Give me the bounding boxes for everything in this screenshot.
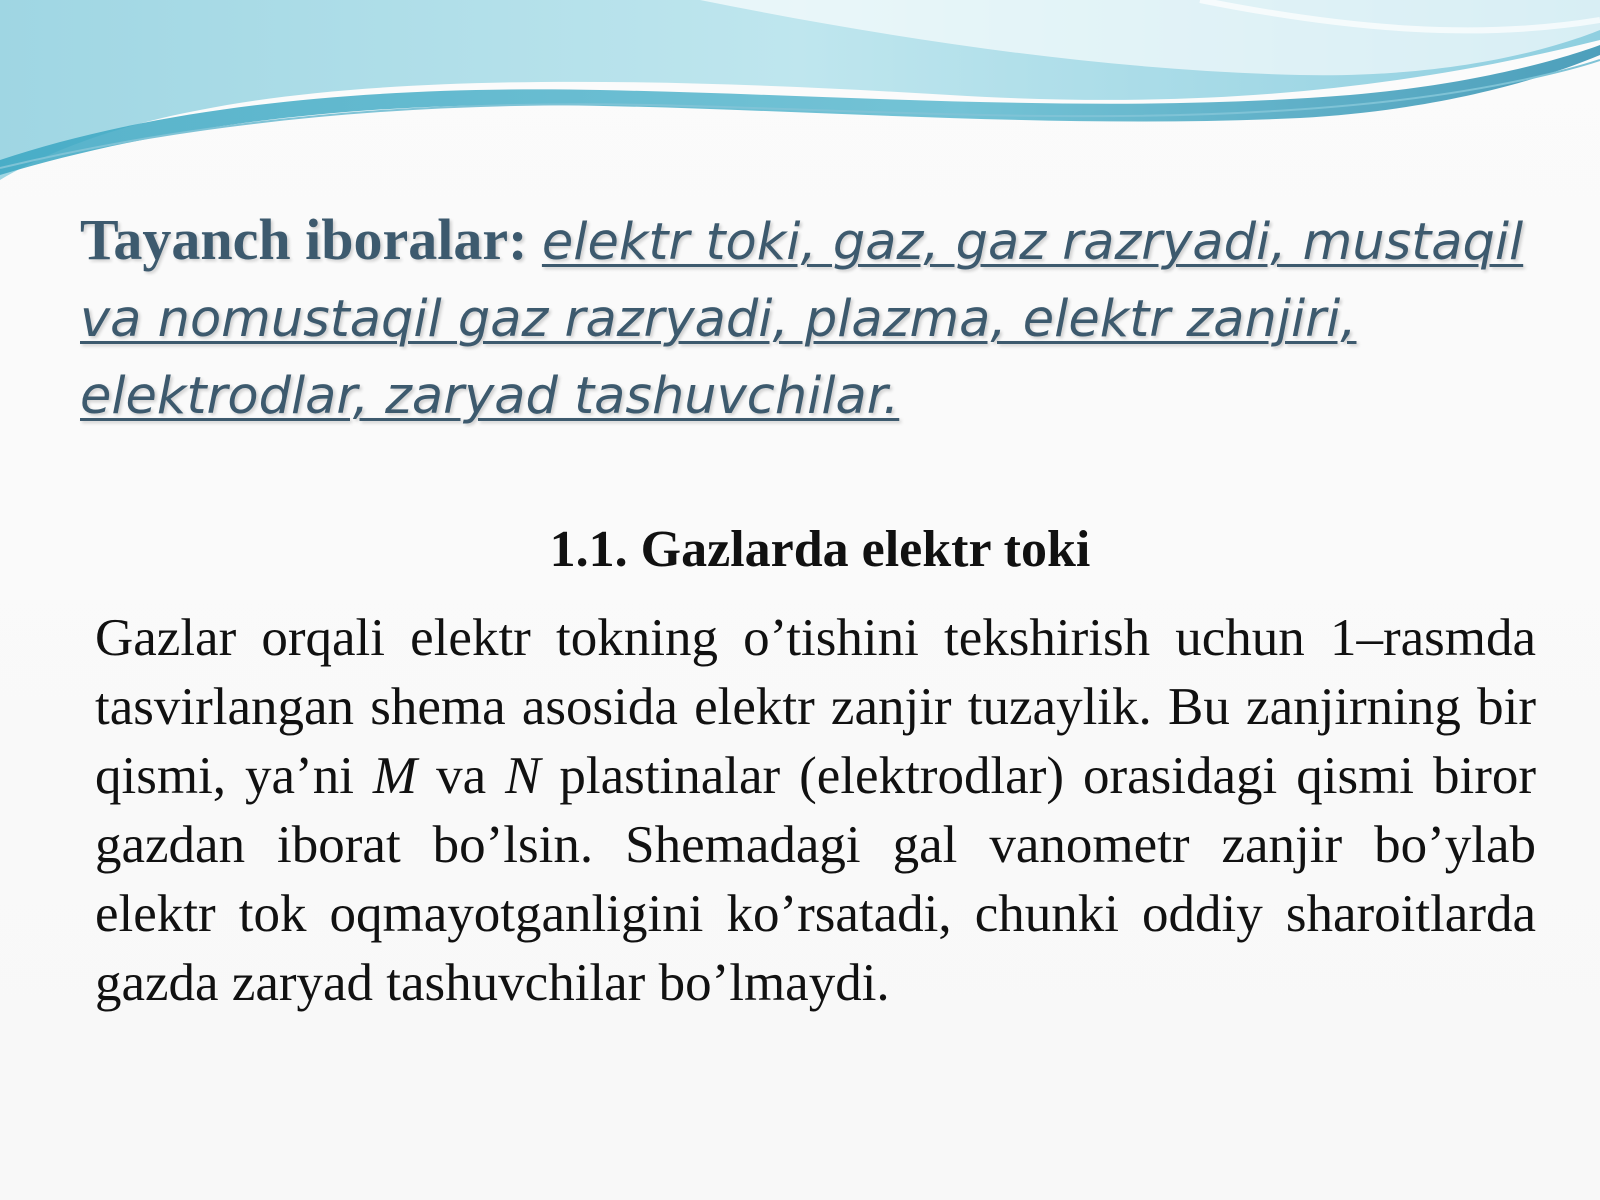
key-terms-block xyxy=(80,203,1540,434)
paragraph-text-part-1: Gazlar orqali elektr tokning o’tishini tekshirish uchun 1–rasmda tasvirlangan shema asosida elektr zanjir tuzaylik. Bu zanjirning bir qismi, ya’ni xyxy=(95,609,1536,805)
key-terms-label: Tayanch iboralar: xyxy=(80,207,528,272)
paragraph-text-part-2: va xyxy=(436,747,487,805)
decorative-wave-banner xyxy=(0,0,1600,200)
variable-m: M xyxy=(372,747,418,805)
paragraph-text-part-3: plastinalar (elektrodlar) orasidagi qismi biror gazdan iborat bo’lsin. Shemadagi gal vanometr zanjir bo’ylab elektr tok oqmayotganligini ko’rsatadi, chunki oddiy sharoitlarda gazda zaryad tashuvchilar bo’lmaydi. xyxy=(95,747,1537,1012)
section-heading: 1.1. Gazlarda elektr toki xyxy=(549,521,1091,578)
variable-n: N xyxy=(505,747,541,805)
body-paragraph xyxy=(95,604,1536,1018)
key-terms-list: elektr toki, gaz, gaz razryadi, mustaqil va nomustaqil gaz razryadi, plazma, elektr zanjiri, elektrodlar, zaryad tashuvchilar. xyxy=(80,213,1524,426)
